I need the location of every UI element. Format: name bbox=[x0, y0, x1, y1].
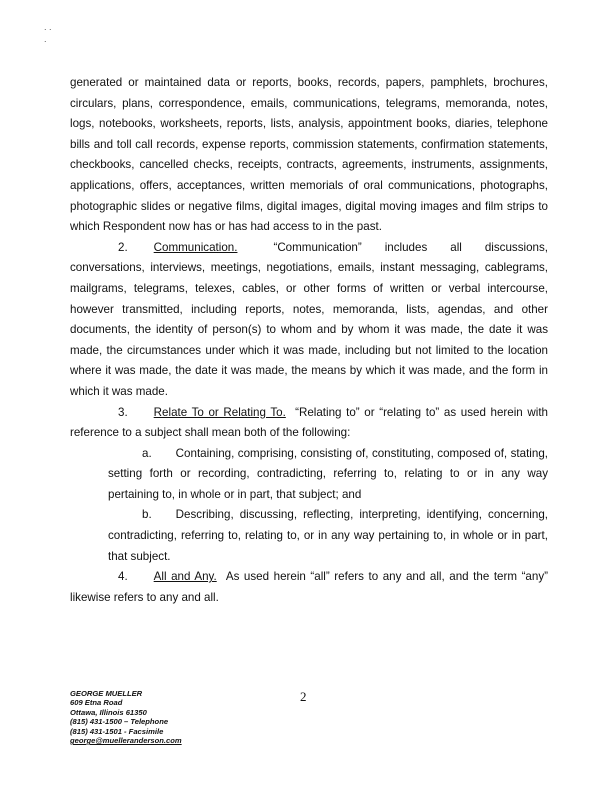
footer-fax: (815) 431-1501 - Facsimile bbox=[70, 726, 164, 736]
paragraph-continued: generated or maintained data or reports, books, records, papers, pamphlets, brochures, circulars, plans, correspondence, emails, communications, telegrams, memoranda, notes, logs, notebooks, worksheets, reports, lists, analysis, appointment books, diaries, telephone bills and toll call records, expense reports, commission statements, confirmation statements, checkbooks, cancelled checks, receipts, contracts, agreements, instruments, assignments, applications, offers, acceptances, written memorials of oral communications, photographs, photographic slides or negative films, digital images, digital moving images and film strips to which Respondent now has or has had access to in the past. bbox=[70, 76, 548, 234]
definition-number: 4. bbox=[118, 570, 128, 584]
definition-number: 2. bbox=[118, 240, 128, 254]
footer-name: GEORGE MUELLER bbox=[70, 689, 143, 698]
footer-email-link[interactable]: george@muelleranderson.com bbox=[70, 736, 182, 746]
subitem-a bbox=[108, 444, 548, 506]
page-number: 2 bbox=[300, 689, 307, 704]
footer-address: 609 Etna Road bbox=[70, 698, 123, 708]
definition-text: “Relating to” or “relating to” as used herein with reference to a subject shall mean both of the following: bbox=[70, 405, 548, 440]
definition-text: “Communication” includes all discussions, conversations, interviews, meetings, negotiations, emails, instant messaging, cablegrams, mailgrams, telegrams, telexes, cables, or other forms of written or verbal intercourse, however transmitted, including reports, notes, memoranda, lists, agendas, and other documents, the identity of person(s) to whom and by whom it was made, the date it was made, the circumstances under which it was made, including but not limited to the location where it was made, the date it was made, the means by which it was made, and the form in which it was made. bbox=[70, 240, 548, 398]
definition-2 bbox=[70, 238, 548, 403]
scan-mark-top: . . bbox=[44, 22, 52, 32]
definition-3 bbox=[70, 403, 548, 444]
definition-term: Relate To or Relating To. bbox=[153, 405, 286, 419]
subitem-text: Containing, comprising, consisting of, constituting, composed of, stating, setting forth or recording, contradicting, referring to, relating to or in any way pertaining to, in whole or in part, that subject; and bbox=[108, 446, 548, 501]
subitem-text: Describing, discussing, reflecting, interpreting, identifying, concerning, contradicting, referring to, relating to, or in any way pertaining to, in whole or in part, that subject. bbox=[108, 508, 548, 563]
subitem-b bbox=[108, 505, 548, 567]
subitem-label: b. bbox=[142, 508, 152, 522]
footer-city: Ottawa, Illinois 61350 bbox=[70, 707, 147, 717]
attorney-footer bbox=[70, 689, 182, 745]
definition-text: As used herein “all” refers to any and all, and the term “any” likewise refers to any and all. bbox=[70, 570, 548, 604]
definition-term: Communication. bbox=[153, 240, 238, 254]
definition-term: All and Any. bbox=[153, 570, 217, 584]
footer-phone: (815) 431-1500 – Telephone bbox=[70, 717, 169, 727]
scan-mark-left: . bbox=[44, 34, 47, 44]
definition-4 bbox=[70, 567, 548, 608]
subitem-label: a. bbox=[142, 446, 152, 460]
definition-number: 3. bbox=[118, 405, 128, 419]
document-body bbox=[70, 73, 548, 608]
